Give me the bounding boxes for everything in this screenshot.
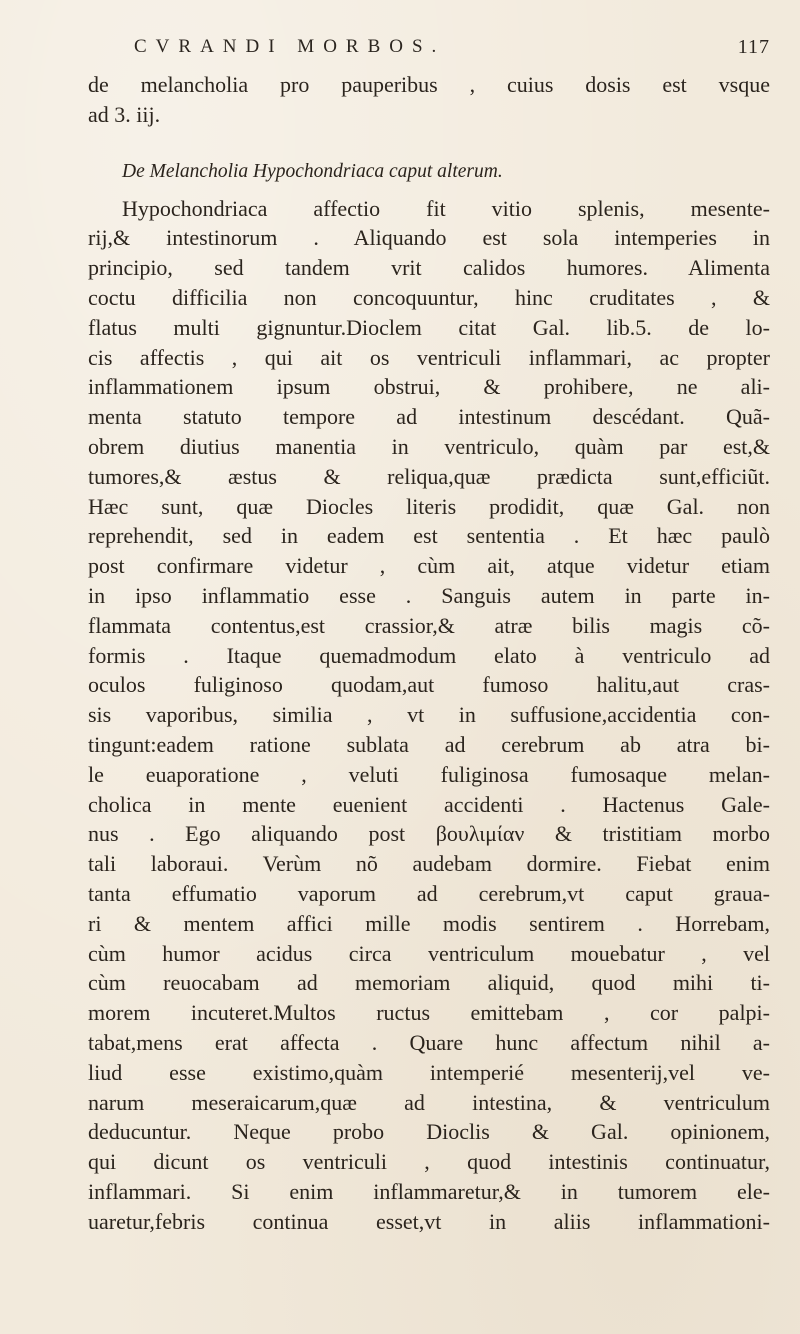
text-line: formis . Itaque quemadmodum elato à ventriculo ad (88, 642, 770, 668)
text-line: rij,& intestinorum . Aliquando est sola intemperies in (88, 225, 770, 251)
page-number: 117 (737, 36, 770, 58)
text-line: cholica in mente euenient accidenti . Hactenus Gale- (88, 791, 770, 817)
text-line: reprehendit, sed in eadem est sententia . Et hæc paulò (88, 523, 770, 549)
chapter-heading: De Melancholia Hypochondriaca caput alterum. (122, 160, 503, 182)
text-line: in ipso inflammatio esse . Sanguis autem in parte in- (88, 582, 770, 608)
text-line: flatus multi gignuntur.Dioclem citat Gal. lib.5. de lo- (88, 314, 770, 340)
text-line: narum meseraicarum,quæ ad intestina, & ventriculum (88, 1089, 770, 1115)
text-line: coctu difficilia non concoquuntur, hinc cruditates , & (88, 284, 770, 310)
text-line: ri & mentem affici mille modis sentirem . Horrebam, (88, 910, 770, 936)
text-line: cùm reuocabam ad memoriam aliquid, quod mihi ti- (88, 970, 770, 996)
text-line: sis vaporibus, similia , vt in suffusione,accidentia con- (88, 702, 770, 728)
text-line: oculos fuliginoso quodam,aut fumoso halitu,aut cras- (88, 672, 770, 698)
text-line: post confirmare videtur , cùm ait, atque videtur etiam (88, 553, 770, 579)
text-line: obrem diutius manentia in ventriculo, quàm par est,& (88, 433, 770, 459)
text-line: Hæc sunt, quæ Diocles literis prodidit, quæ Gal. non (88, 493, 770, 519)
text-line: morem incuteret.Multos ructus emittebam , cor palpi- (88, 1000, 770, 1026)
text-line: uaretur,febris continua esset,vt in aliis inflammationi- (88, 1208, 770, 1234)
text-line: inflammari. Si enim inflammaretur,& in tumorem ele- (88, 1178, 770, 1204)
text-line: Hypochondriaca affectio fit vitio splenis, mesente- (122, 195, 770, 221)
text-line: liud esse existimo,quàm intemperié mesenterij,vel ve- (88, 1059, 770, 1085)
text-line: le euaporatione , veluti fuliginosa fumosaque melan- (88, 761, 770, 787)
running-head: CVRANDI MORBOS. (134, 36, 446, 57)
text-line: tanta effumatio vaporum ad cerebrum,vt caput graua- (88, 880, 770, 906)
text-line: tumores,& æstus & reliqua,quæ prædicta sunt,efficiũt. (88, 463, 770, 489)
text-line: tabat,mens erat affecta . Quare hunc affectum nihil a- (88, 1029, 770, 1055)
text-line: tingunt:eadem ratione sublata ad cerebrum ab atra bi- (88, 731, 770, 757)
text-line: de melancholia pro pauperibus , cuius dosis est vsque (88, 72, 770, 97)
text-line: menta statuto tempore ad intestinum descédant. Quã- (88, 404, 770, 430)
text-line: deducuntur. Neque probo Dioclis & Gal. opinionem, (88, 1119, 770, 1145)
text-line: principio, sed tandem vrit calidos humores. Alimenta (88, 255, 770, 281)
text-line: inflammationem ipsum obstrui, & prohibere, ne ali- (88, 374, 770, 400)
text-line: cùm humor acidus circa ventriculum mouebatur , vel (88, 940, 770, 966)
text-line: flammata contentus,est crassior,& atræ bilis magis cõ- (88, 612, 770, 638)
text-line: ad 3. iij. (88, 101, 161, 127)
main-text (88, 70, 770, 1236)
text-line: cis affectis , qui ait os ventriculi inflammari, ac propter (88, 344, 770, 370)
text-line: nus . Ego aliquando post βουλιμίαν & tristitiam morbo (88, 821, 770, 847)
page-header (134, 36, 770, 66)
text-line: tali laboraui. Verùm nõ audebam dormire. Fiebat enim (88, 851, 770, 877)
text-line: qui dicunt os ventriculi , quod intestinis continuatur, (88, 1149, 770, 1175)
